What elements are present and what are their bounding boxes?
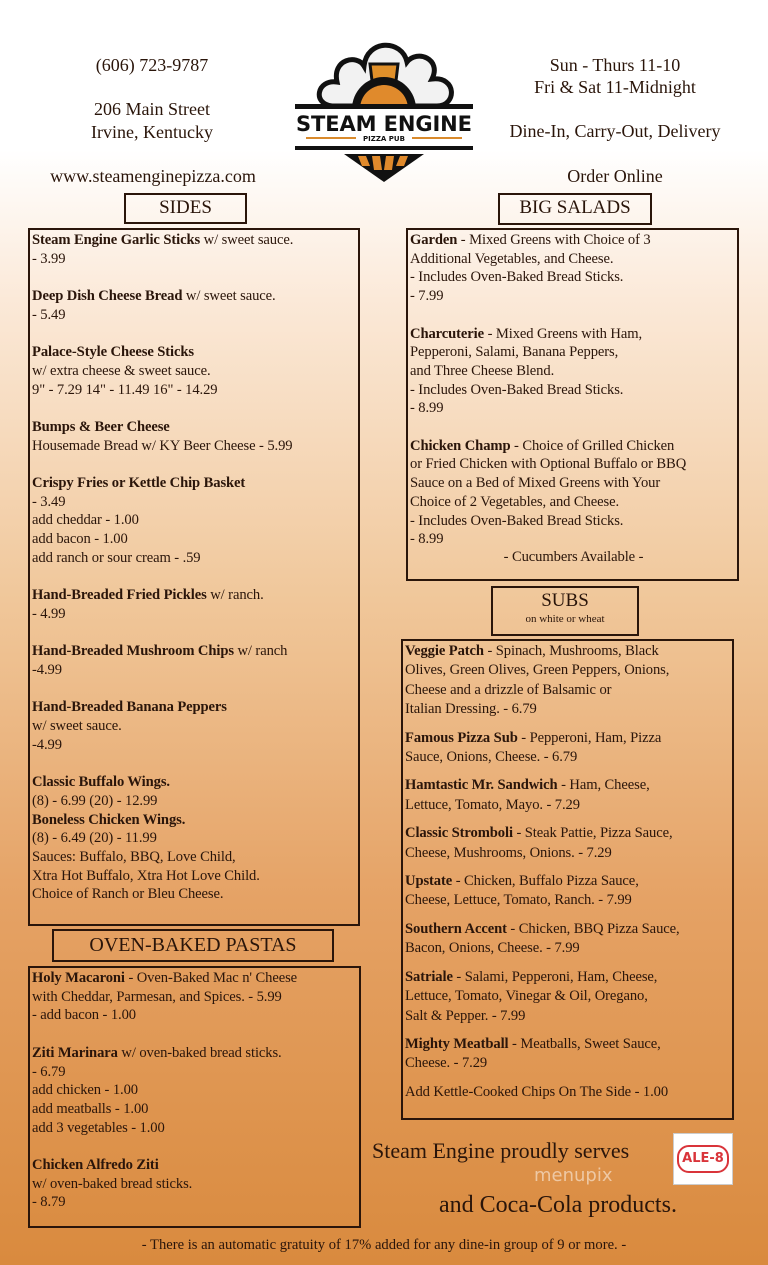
- menu-item-line: [32, 605, 358, 624]
- item-text: - 8.99: [410, 531, 444, 548]
- menu-item-line: [32, 792, 358, 811]
- address-line-2: Irvine, Kentucky: [91, 122, 213, 142]
- item-text: Cheese and a drizzle of Balsamic or: [405, 681, 612, 698]
- item-text: w/ oven-baked bread sticks.: [32, 1175, 193, 1192]
- item-name: Steam Engine Garlic Sticks: [32, 232, 201, 248]
- menu-item-line: [405, 796, 732, 815]
- watermark: menupix: [534, 1165, 613, 1186]
- item-text: Pepperoni, Salami, Banana Peppers,: [410, 344, 619, 361]
- promo-line-1: Steam Engine proudly serves: [372, 1138, 630, 1163]
- menu-item-line: [405, 1035, 732, 1054]
- menu-item: [405, 968, 732, 1026]
- item-text: with Cheddar, Parmesan, and Spices. - 5.99: [32, 988, 282, 1005]
- menu-item-line: [410, 437, 737, 456]
- item-text: add bacon - 1.00: [32, 531, 128, 548]
- steam-engine-logo-icon: [292, 34, 476, 184]
- item-name: Classic Stromboli: [405, 825, 513, 842]
- item-text: - Steak Pattie, Pizza Sauce,: [512, 825, 673, 842]
- item-text: - Chicken, Buffalo Pizza Sauce,: [452, 873, 639, 890]
- menu-item-line: [405, 700, 732, 719]
- item-text: Lettuce, Tomato, Vinegar & Oil, Oregano,: [405, 988, 648, 1005]
- menu-item-line: [32, 231, 358, 250]
- menu-item: [405, 776, 732, 815]
- menu-item-line: [32, 362, 358, 381]
- menu-item-line: [410, 530, 737, 549]
- menu-item-line: [32, 250, 358, 269]
- item-name: Holy Macaroni: [32, 970, 125, 986]
- menu-item-line: [410, 455, 737, 474]
- menu-item: [32, 773, 358, 904]
- menu-item-line: [405, 681, 732, 700]
- menu-item-line: [32, 736, 358, 755]
- item-name: Boneless Chicken Wings.: [32, 811, 186, 828]
- menu-item: [32, 474, 358, 568]
- menu-item-line: [32, 867, 358, 886]
- item-name: Palace-Style Cheese Sticks: [32, 344, 194, 361]
- item-text: - Meatballs, Sweet Sauce,: [508, 1035, 661, 1052]
- item-text: - Oven-Baked Mac n' Cheese: [124, 970, 298, 986]
- item-text: -4.99: [32, 662, 62, 679]
- promo-line-2: and Coca-Cola products.: [439, 1192, 677, 1218]
- menu-item-line: [32, 885, 358, 904]
- logo-text: STEAM ENGINE: [296, 112, 472, 136]
- menu-item-line: [410, 231, 737, 250]
- menu-item-line: [32, 1044, 359, 1063]
- menu-item: [405, 920, 732, 959]
- item-name: Satriale: [405, 968, 453, 985]
- salads-section: [406, 228, 739, 581]
- item-text: (8) - 6.49 (20) - 11.99: [32, 830, 157, 847]
- menu-item: [405, 872, 732, 911]
- menu-item: [405, 1035, 732, 1074]
- menu-item-line: [32, 418, 358, 437]
- item-text: Salt & Pepper. - 7.99: [405, 1007, 526, 1024]
- item-text: Cheese, Lettuce, Tomato, Ranch. - 7.99: [405, 892, 632, 909]
- menu-item-line: [410, 268, 737, 287]
- menu-item-line: [32, 343, 358, 362]
- menu-item-line: [410, 287, 737, 306]
- item-name: Famous Pizza Sub: [405, 729, 518, 746]
- menu-item-line: [32, 1193, 359, 1212]
- item-text: - Includes Oven-Baked Bread Sticks.: [410, 512, 624, 529]
- menu-item-line: [405, 1054, 732, 1073]
- item-name: Charcuterie: [410, 325, 485, 342]
- item-text: - 3.99: [32, 250, 66, 267]
- item-text: w/ extra cheese & sweet sauce.: [32, 362, 211, 379]
- item-text: Housemade Bread w/ KY Beer Cheese - 5.99: [32, 437, 293, 454]
- item-text: w/ ranch: [233, 643, 288, 660]
- item-text: - Includes Oven-Baked Bread Sticks.: [410, 269, 624, 286]
- item-text: Italian Dressing. - 6.79: [405, 701, 537, 718]
- menu-item-line: [32, 530, 358, 549]
- menu-item-line: [32, 698, 358, 717]
- menu-item-line: [32, 848, 358, 867]
- menu-item-line: [32, 1063, 359, 1082]
- menu-item-line: [410, 381, 737, 400]
- item-name: Hand-Breaded Banana Peppers: [32, 699, 227, 716]
- item-name: Veggie Patch: [405, 643, 484, 659]
- menu-item-line: [32, 474, 358, 493]
- item-name: Hand-Breaded Mushroom Chips: [32, 643, 234, 660]
- menu-item-line: [32, 437, 358, 456]
- menu-item-line: [32, 493, 358, 512]
- menu-item: [32, 586, 358, 623]
- item-name: Southern Accent: [405, 920, 507, 937]
- sides-section: [28, 228, 360, 926]
- menu-item-line: [410, 362, 737, 381]
- menu-item-line: [32, 287, 358, 306]
- item-text: add meatballs - 1.00: [32, 1100, 149, 1117]
- pastas-section: [28, 966, 361, 1228]
- menu-item-line: [32, 511, 358, 530]
- menu-item-line: [405, 642, 732, 661]
- menu-item-line: [405, 1083, 732, 1102]
- menu-item-line: [405, 844, 732, 863]
- item-text: add cheddar - 1.00: [32, 512, 139, 529]
- subs-subtitle: on white or wheat: [525, 613, 605, 625]
- salads-heading: BIG SALADS: [498, 193, 652, 225]
- hours-weekend: Fri & Sat 11-Midnight: [534, 77, 696, 97]
- menu-item: [32, 1156, 359, 1212]
- item-name: Chicken Champ: [410, 437, 511, 454]
- item-text: - 5.49: [32, 306, 66, 323]
- menu-item-line: [405, 661, 732, 680]
- menu-item: [410, 325, 737, 419]
- menu-item: [32, 231, 358, 268]
- subs-heading: [491, 586, 639, 636]
- menu-item-line: [32, 773, 358, 792]
- item-text: - Mixed Greens with Ham,: [484, 325, 643, 342]
- menu-item-line: [32, 988, 359, 1007]
- item-text: - Includes Oven-Baked Bread Sticks.: [410, 381, 624, 398]
- order-online-link[interactable]: Order Online: [567, 166, 663, 186]
- item-text: - Mixed Greens with Choice of 3: [457, 232, 651, 248]
- item-text: - Chicken, BBQ Pizza Sauce,: [506, 920, 680, 937]
- logo: [292, 34, 476, 184]
- item-text: Xtra Hot Buffalo, Xtra Hot Love Child.: [32, 867, 260, 884]
- menu-item-line: [32, 549, 358, 568]
- menu-item: [32, 1044, 359, 1138]
- item-text: w/ ranch.: [206, 587, 264, 604]
- menu-item-line: [410, 474, 737, 493]
- item-text: - Spinach, Mushrooms, Black: [483, 643, 659, 659]
- menu-item-line: [405, 748, 732, 767]
- item-text: Cheese. - 7.29: [405, 1055, 488, 1072]
- gratuity-note: - There is an automatic gratuity of 17% added for any dine-in group of 9 or more. -: [141, 1237, 627, 1253]
- menu-item-line: [405, 1007, 732, 1026]
- item-text: - 6.79: [32, 1063, 66, 1080]
- item-text: add chicken - 1.00: [32, 1082, 138, 1099]
- item-text: w/ oven-baked bread sticks.: [117, 1044, 282, 1061]
- item-name: Ziti Marinara: [32, 1044, 118, 1061]
- menu-item: [405, 642, 732, 720]
- subs-title: SUBS: [541, 590, 589, 611]
- item-text: Cheese, Mushrooms, Onions. - 7.29: [405, 844, 612, 861]
- item-name: Mighty Meatball: [405, 1035, 509, 1052]
- menu-item-line: [410, 493, 737, 512]
- menu-item-line: [410, 399, 737, 418]
- hours-weekday: Sun - Thurs 11-10: [549, 55, 681, 75]
- menu-item-line: [405, 891, 732, 910]
- menu-item: [405, 824, 732, 863]
- item-text: w/ sweet sauce.: [32, 718, 122, 735]
- item-name: Deep Dish Cheese Bread: [32, 288, 183, 305]
- item-text: - add bacon - 1.00: [32, 1007, 136, 1024]
- menu-item: [32, 642, 358, 679]
- menu-item-line: [32, 306, 358, 325]
- menu-item: [32, 418, 358, 455]
- item-name: Classic Buffalo Wings.: [32, 774, 170, 791]
- menu-item-line: [410, 343, 737, 362]
- menu-item-line: [32, 969, 359, 988]
- item-text: Choice of Ranch or Bleu Cheese.: [32, 886, 224, 903]
- menu-item: [410, 437, 737, 549]
- item-text: - 3.49: [32, 493, 66, 510]
- item-text: Sauce on a Bed of Mixed Greens with Your: [410, 475, 661, 492]
- menu-item-line: [405, 987, 732, 1006]
- website-link[interactable]: www.steamenginepizza.com: [50, 166, 256, 186]
- item-text: 9" - 7.29 14" - 11.49 16" - 14.29: [32, 381, 218, 398]
- item-text: - Salami, Pepperoni, Ham, Cheese,: [452, 968, 658, 985]
- menu-item: [32, 698, 358, 754]
- menu-item-line: [405, 729, 732, 748]
- item-name: Crispy Fries or Kettle Chip Basket: [32, 475, 246, 492]
- menu-item-line: [405, 776, 732, 795]
- item-name: Garden: [410, 232, 458, 248]
- menu-item-line: [32, 811, 358, 830]
- menu-item: [410, 231, 737, 306]
- ale8-logo: [673, 1133, 733, 1185]
- menu-item: [32, 287, 358, 324]
- menu-item: [32, 969, 359, 1025]
- item-text: Sauce, Onions, Cheese. - 6.79: [405, 749, 578, 766]
- svg-text:PIZZA PUB: PIZZA PUB: [363, 135, 405, 143]
- menu-item-line: [32, 1156, 359, 1175]
- pastas-heading: OVEN-BAKED PASTAS: [52, 929, 334, 962]
- ale8-badge: ALE-8: [677, 1145, 729, 1173]
- item-text: Additional Vegetables, and Cheese.: [410, 250, 614, 267]
- menu-item-line: [32, 1006, 359, 1025]
- menu-item-line: [32, 1175, 359, 1194]
- item-text: Olives, Green Olives, Green Peppers, Onions,: [405, 662, 670, 679]
- item-text: - 4.99: [32, 605, 66, 622]
- item-text: Choice of 2 Vegetables, and Cheese.: [410, 493, 619, 510]
- item-text: add ranch or sour cream - .59: [32, 549, 201, 566]
- menu-item: [405, 729, 732, 768]
- services: Dine-In, Carry-Out, Delivery: [509, 121, 721, 141]
- phone-number: (606) 723-9787: [95, 55, 209, 75]
- item-text: - Ham, Cheese,: [557, 777, 650, 794]
- menu-item-line: [405, 872, 732, 891]
- item-text: Add Kettle-Cooked Chips On The Side - 1.00: [405, 1083, 669, 1100]
- menu-item-line: [410, 250, 737, 269]
- address-line-1: 206 Main Street: [94, 99, 210, 119]
- item-text: add 3 vegetables - 1.00: [32, 1119, 165, 1136]
- salads-list: [410, 231, 737, 549]
- menu-item-line: [32, 829, 358, 848]
- item-name: Bumps & Beer Cheese: [32, 418, 170, 435]
- item-text: (8) - 6.99 (20) - 12.99: [32, 792, 158, 809]
- item-text: Sauces: Buffalo, BBQ, Love Child,: [32, 849, 236, 866]
- item-text: - 8.99: [410, 400, 444, 417]
- item-text: - Choice of Grilled Chicken: [510, 437, 675, 454]
- item-text: -4.99: [32, 736, 62, 753]
- item-text: Bacon, Onions, Cheese. - 7.99: [405, 940, 580, 957]
- menu-item-line: [405, 920, 732, 939]
- menu-item-line: [32, 1081, 359, 1100]
- item-text: - Pepperoni, Ham, Pizza: [517, 729, 662, 746]
- item-name: Hamtastic Mr. Sandwich: [405, 777, 558, 794]
- item-text: Lettuce, Tomato, Mayo. - 7.29: [405, 796, 580, 813]
- menu-item: [405, 1083, 732, 1102]
- item-name: Upstate: [405, 873, 453, 890]
- menu-item-line: [405, 824, 732, 843]
- subs-section: [401, 639, 734, 1120]
- menu-item-line: [32, 717, 358, 736]
- menu-item-line: [405, 968, 732, 987]
- salads-note: - Cucumbers Available -: [503, 548, 644, 565]
- item-name: Chicken Alfredo Ziti: [32, 1157, 159, 1173]
- menu-item-line: [410, 512, 737, 531]
- item-text: - 8.79: [32, 1194, 66, 1211]
- menu-item: [32, 343, 358, 399]
- item-text: - 7.99: [410, 288, 444, 305]
- item-text: w/ sweet sauce.: [182, 288, 276, 305]
- menu-item-line: [405, 939, 732, 958]
- item-name: Hand-Breaded Fried Pickles: [32, 587, 207, 604]
- item-text: w/ sweet sauce.: [200, 232, 294, 248]
- menu-item-line: [32, 1119, 359, 1138]
- menu-item-line: [32, 1100, 359, 1119]
- item-text: and Three Cheese Blend.: [410, 362, 555, 379]
- menu-item-line: [410, 325, 737, 344]
- menu-item-line: [32, 586, 358, 605]
- item-text: or Fried Chicken with Optional Buffalo or BBQ: [410, 456, 687, 473]
- menu-item-line: [32, 381, 358, 400]
- menu-item-line: [32, 642, 358, 661]
- sides-heading: SIDES: [124, 193, 247, 224]
- menu-item-line: [32, 661, 358, 680]
